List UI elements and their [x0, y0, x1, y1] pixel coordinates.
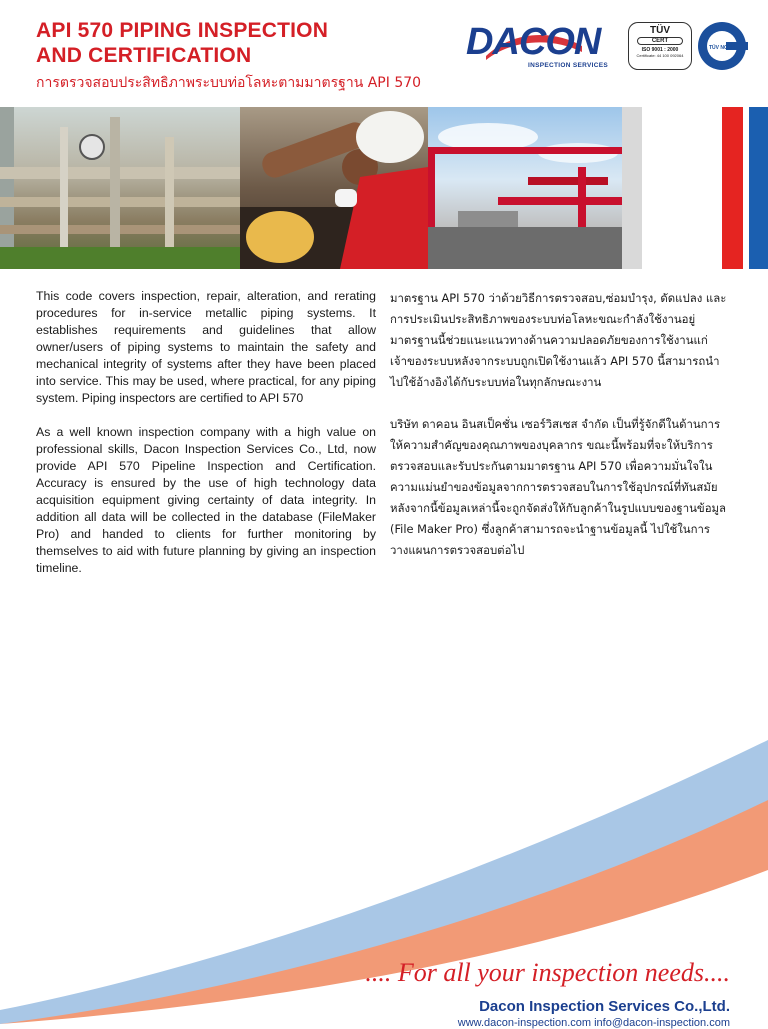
decorative-stripes: [622, 107, 768, 269]
photo-red-pipeline: [428, 107, 622, 269]
cert-text: CERT: [637, 37, 683, 45]
english-column: [36, 288, 376, 594]
tuv-nord-text: TÜV NORD: [708, 45, 736, 51]
certificate-number: Certificate: 44 100 092064: [636, 53, 684, 58]
thai-column: [390, 288, 730, 582]
thai-paragraph-1: มาตรฐาน API 570 ว่าด้วยวิธีการตรวจสอบ,ซ่อมบำรุง, ดัดแปลง และการประเมินประสิทธิภาพของระบบท่อโลหะขณะกำลังใช้งานอยู่ มาตรฐานนี้ช่วยแนะแนวทางด้านความปลอดภัยของการใช้งานแก่เจ้าของระบบหลังจากระบบถูกเปิดใช้งานแล้ว API 570 นี้สามารถนำไปใช้อ้างอิงได้กับระบบท่อในทุกลักษณะงาน: [390, 291, 727, 389]
dacon-tagline: INSPECTION SERVICES: [528, 62, 608, 69]
english-paragraph-1: This code covers inspection, repair, alteration, and rerating procedures for in-service metallic piping systems. It establishes requirements and guidelines that allow owner/users of piping systems to maintain the safety and mechanical integrity of systems after they have been placed into service. This may be used, where practical, for any piping system. Piping inspectors are certified to API 570: [36, 289, 376, 405]
tuv-cert-badge: [628, 22, 692, 70]
iso-text: ISO 9001 : 2000: [641, 47, 679, 53]
title-line-2: AND CERTIFICATION: [36, 44, 252, 67]
photo-piping-plant: [0, 107, 240, 269]
stripe-grey: [622, 107, 642, 269]
page-title: [36, 18, 328, 68]
title-line-1: API 570 PIPING INSPECTION: [36, 19, 329, 42]
stripe-red: [722, 107, 743, 269]
thai-subtitle: การตรวจสอบประสิทธิภาพระบบท่อโลหะตามมาตรฐาน API 570: [36, 75, 422, 91]
tuv-text: TÜV: [650, 25, 670, 36]
dacon-wordmark: DACON: [466, 21, 601, 63]
stripe-blue: [749, 107, 768, 269]
thai-paragraph-2: บริษัท ดาคอน อินสเป็คชั่น เซอร์วิสเซส จำกัด เป็นที่รู้จักดีในด้านการให้ความสำคัญของคุณภาพของบุคลากร ขณะนี้พร้อมที่จะให้บริการตรวจสอบและรับประกันตามมาตรฐาน API 570 เพื่อความมั่นใจในความแม่นยำของข้อมูลจากการตรวจสอบในการใช้อุปกรณ์ที่ทันสมัย หลังจากนี้ข้อมูลเหล่านี้จะถูกจัดส่งให้กับลูกค้าในรูปแบบของฐานข้อมูล (File Maker Pro) ซึ่งลูกค้าสามารถจะนำฐานข้อมูลนี้ ไปใช้ในการวางแผนการตรวจสอบต่อไป: [390, 417, 727, 557]
photo-inspector-at-work: [240, 107, 428, 269]
contact-line: www.dacon-inspection.com info@dacon-inspection.com: [457, 1017, 730, 1029]
slogan: .... For all your inspection needs....: [365, 958, 730, 987]
dacon-logo: [466, 20, 610, 72]
english-paragraph-2: As a well known inspection company with a high value on professional skills, Dacon Inspection Services Co., Ltd, now provide API 570 Pipeline Inspection and Certification. Accuracy is ensured by the use of high technology data acquisition equipment giving certainty of data integrity. In addition all data will be collected in the database (FileMaker Pro) and handed to clients for further monitoring by themselves to aid with future planning by giving an inspection timeline.: [36, 425, 376, 575]
photo-strip: [0, 107, 768, 269]
company-name: Dacon Inspection Services Co.,Ltd.: [479, 998, 730, 1015]
tuv-nord-logo-icon: [696, 20, 748, 72]
